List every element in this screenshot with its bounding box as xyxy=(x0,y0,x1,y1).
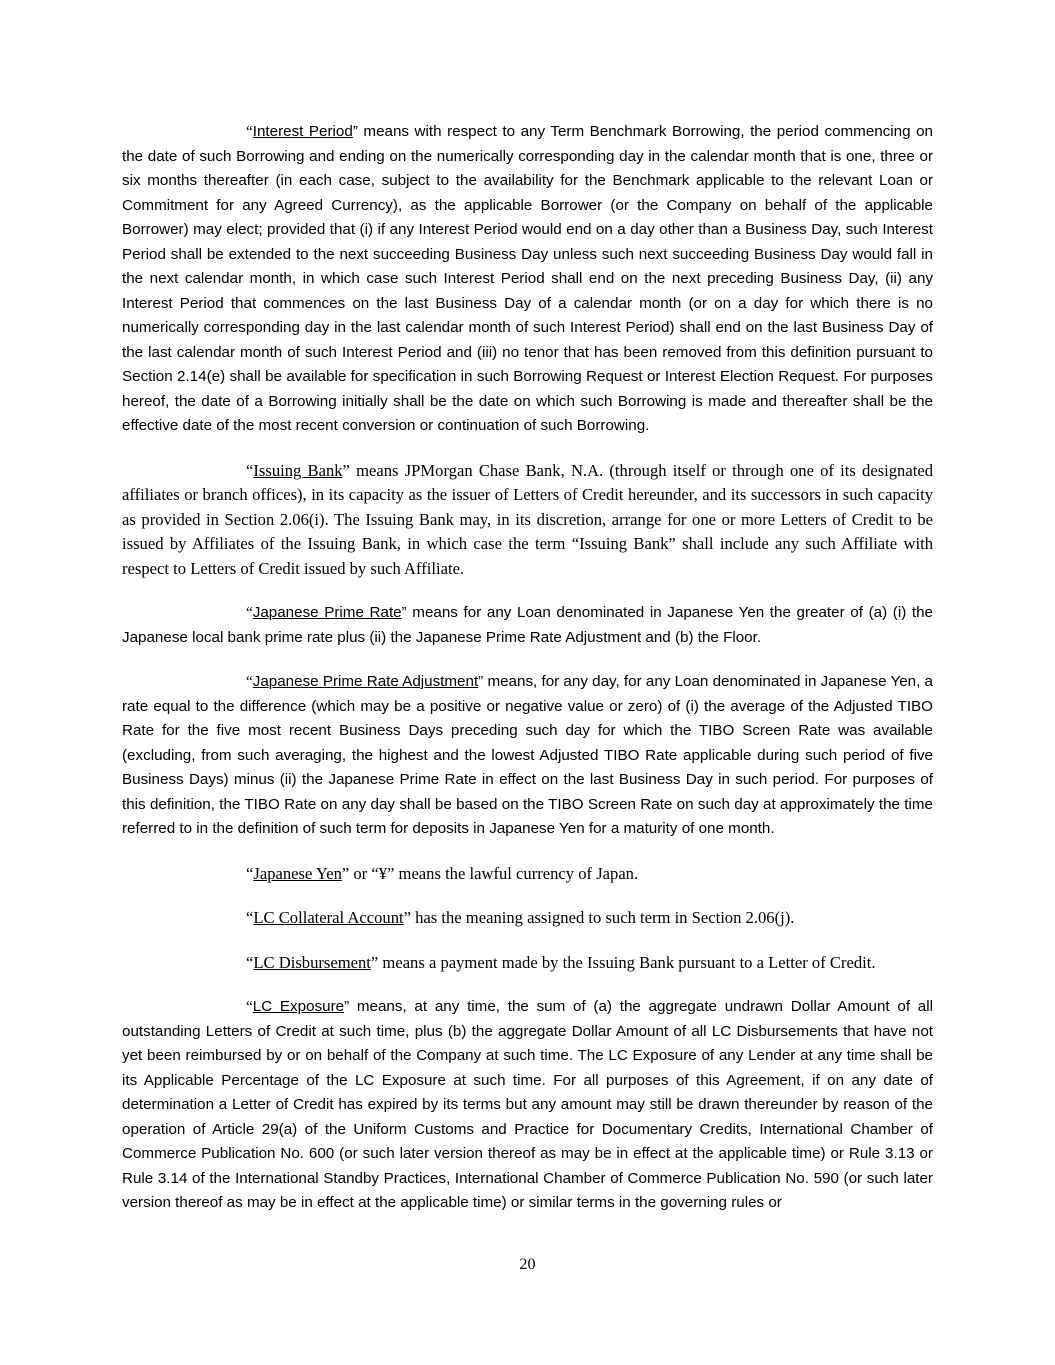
definition-paragraph-lc-disbursement xyxy=(122,951,933,976)
defined-term-lc-disbursement: LC Disbursement xyxy=(253,952,371,972)
page-number: 20 xyxy=(519,1255,536,1273)
defined-term-issuing-bank: Issuing Bank xyxy=(253,460,343,480)
definition-text-lc-disbursement: ” means a payment made by the Issuing Bank pursuant to a Letter of Credit. xyxy=(370,952,876,972)
definition-text-lc-collateral-account: ” has the meaning assigned to such term in Section 2.06(j). xyxy=(403,908,795,927)
definition-text-japanese-prime-rate-adjustment: ” means, for any day, for any Loan denominated in Japanese Yen, a rate equal to the difference (which may be a positive or negative value or zero) of (i) the average of the Adjusted TIBO Rate for the five most recent Business Days preceding such day for which the TIBO Screen Rate was available (excluding, from such averaging, the highest and the lowest Adjusted TIBO Rate applicable during such period of five Business Days) minus (ii) the Japanese Prime Rate in effect on the last Business Day in such period. For purposes of this definition, the TIBO Rate on any day shall be based on the TIBO Screen Rate on such day at approximately the time referred to in the definition of such term for deposits in Japanese Yen for a maturity of one month. xyxy=(122,673,934,837)
open-quote: “ xyxy=(246,863,254,883)
defined-term-interest-period: Interest Period xyxy=(252,123,353,140)
definition-paragraph-japanese-yen xyxy=(122,862,933,887)
definition-text-lc-exposure: ” means, at any time, the sum of (a) the aggregate undrawn Dollar Amount of all outstanding Letters of Credit at such time, plus (b) the aggregate Dollar Amount of all LC Disbursements that have not yet been reimbursed by or on behalf of the Company at such time. The LC Exposure of any Lender at any time shall be its Applicable Percentage of the LC Exposure at such time. For all purposes of this Agreement, if on any date of determination a Letter of Credit has expired by its terms but any amount may still be drawn thereunder by reason of the operation of Article 29(a) of the Uniform Customs and Practice for Documentary Credits, International Chamber of Commerce Publication No. 600 (or such later version thereof as may be in effect at the applicable time) or Rule 3.13 or Rule 3.14 of the International Standby Practices, International Chamber of Commerce Publication No. 590 (or such later version thereof as may be in effect at the applicable time) or similar terms in the governing rules or xyxy=(122,998,934,1211)
definition-paragraph-japanese-prime-rate-adjustment xyxy=(122,670,933,842)
defined-term-japanese-yen: Japanese Yen xyxy=(253,863,342,883)
definition-text-japanese-yen: ” or “¥” means the lawful currency of Japan. xyxy=(341,863,639,883)
definition-text-issuing-bank: ” means JPMorgan Chase Bank, N.A. (through itself or through one of its designated affiliates or branch offices), in its capacity as the issuer of Letters of Credit hereunder, and its successors in such capacity as provided in Section 2.06(i). The Issuing Bank may, in its discretion, arrange for one or more Letters of Credit to be issued by Affiliates of the Issuing Bank, in which case the term “Issuing Bank” shall include any such Affiliate with respect to Letters of Credit issued by such Affiliate. xyxy=(122,460,933,578)
open-quote: “ xyxy=(246,460,254,480)
open-quote: “ xyxy=(246,908,254,927)
defined-term-japanese-prime-rate: Japanese Prime Rate xyxy=(252,604,402,621)
open-quote: “ xyxy=(246,998,253,1015)
open-quote: “ xyxy=(246,673,253,690)
defined-term-japanese-prime-rate-adjustment: Japanese Prime Rate Adjustment xyxy=(252,673,479,690)
open-quote: “ xyxy=(246,604,253,621)
definition-paragraph-interest-period xyxy=(122,120,933,439)
definition-paragraph-lc-exposure xyxy=(122,995,933,1216)
defined-term-lc-collateral-account: LC Collateral Account xyxy=(253,908,404,927)
open-quote: “ xyxy=(246,952,254,972)
definition-text-japanese-prime-rate: ” means for any Loan denominated in Japanese Yen the greater of (a) (i) the Japanese local bank prime rate plus (ii) the Japanese Prime Rate Adjustment and (b) the Floor. xyxy=(122,604,934,646)
open-quote: “ xyxy=(246,123,253,140)
document-body xyxy=(122,120,933,1216)
defined-term-lc-exposure: LC Exposure xyxy=(252,998,345,1015)
definition-text-interest-period: ” means with respect to any Term Benchmark Borrowing, the period commencing on the date of such Borrowing and ending on the numerically corresponding day in the calendar month that is one, three or six months thereafter (in each case, subject to the availability for the Benchmark applicable to the relevant Loan or Commitment for any Agreed Currency), as the applicable Borrower (or the Company on behalf of the applicable Borrower) may elect; provided that (i) if any Interest Period would end on a day other than a Business Day, such Interest Period shall be extended to the next succeeding Business Day unless such next succeeding Business Day would fall in the next calendar month, in which case such Interest Period shall end on the next preceding Business Day, (ii) any Interest Period that commences on the last Business Day of a calendar month (or on a day for which there is no numerically corresponding day in the last calendar month of such Interest Period) shall end on the last Business Day of the last calendar month of such Interest Period and (iii) no tenor that has been removed from this definition pursuant to Section 2.14(e) shall be available for specification in such Borrowing Request or Interest Election Request. For purposes hereof, the date of a Borrowing initially shall be the date on which such Borrowing is made and thereafter shall be the effective date of the most recent conversion or continuation of such Borrowing. xyxy=(122,123,933,434)
definition-paragraph-lc-collateral-account xyxy=(122,906,933,931)
definition-paragraph-japanese-prime-rate xyxy=(122,601,933,650)
definition-paragraph-issuing-bank xyxy=(122,459,933,582)
